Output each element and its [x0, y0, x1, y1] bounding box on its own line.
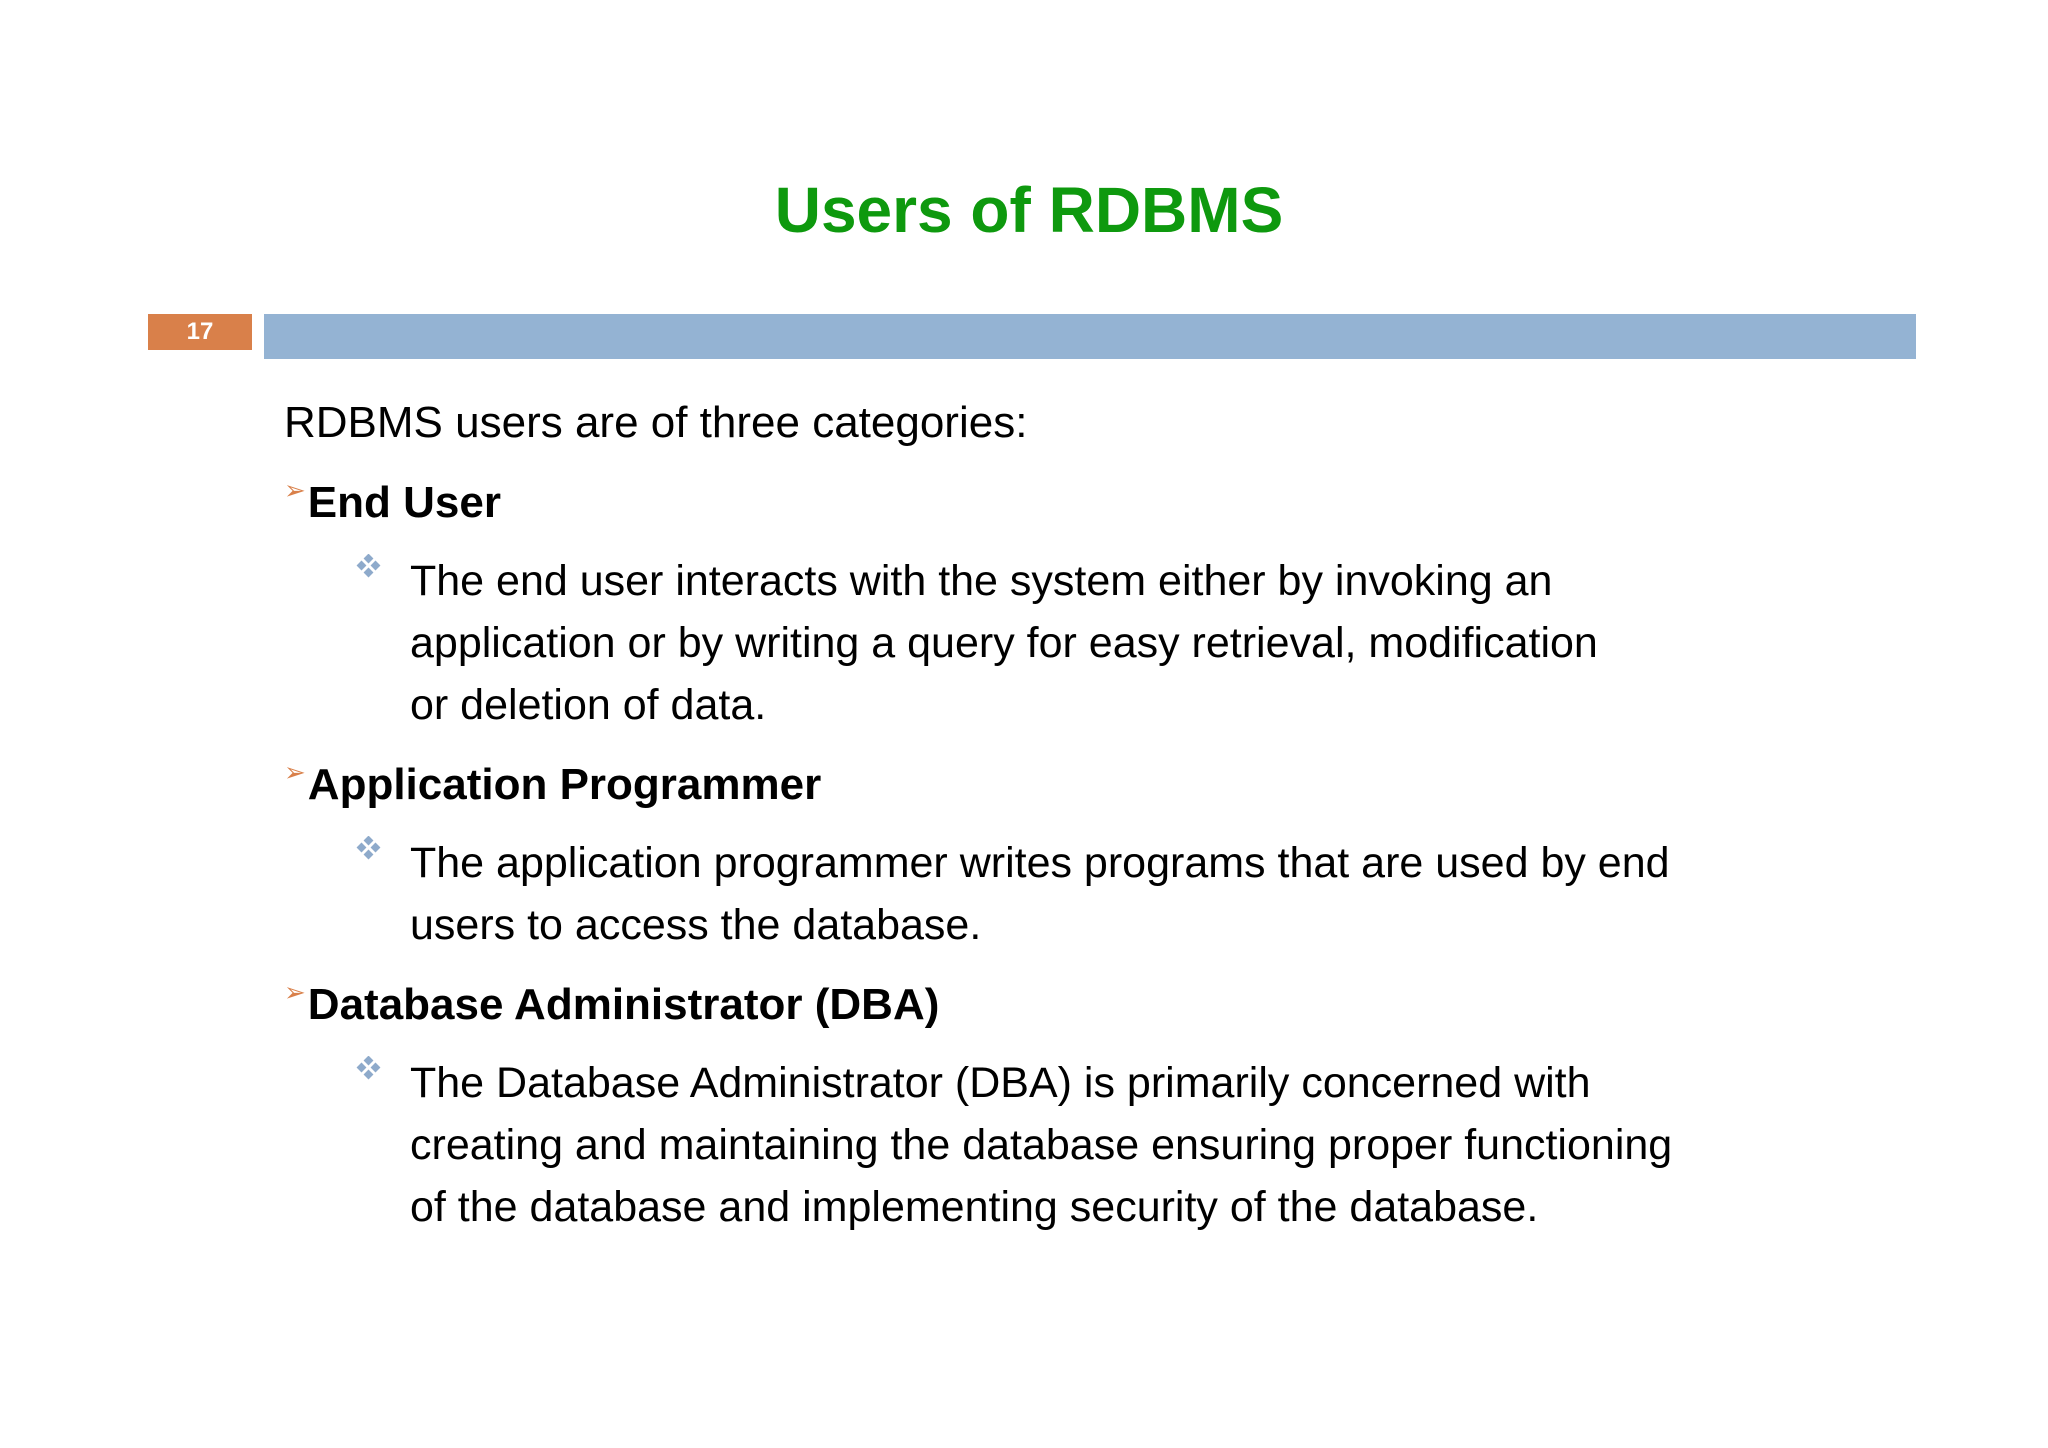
category-label: End User [307, 478, 501, 527]
detail-text: The end user interacts with the system either by invoking an application or by writing a query for easy retrieval, modification or deletion of data. [410, 557, 1598, 729]
detail-text: The Database Administrator (DBA) is primarily concerned with creating and maintaining the database ensuring proper functioning of the database and implementing security of the database. [410, 1059, 1673, 1231]
intro-text: RDBMS users are of three categories: [284, 398, 1028, 447]
category-detail-database-administrator [356, 1052, 1816, 1238]
diamond-bullet-icon [356, 554, 382, 580]
category-item-application-programmer [284, 754, 821, 816]
page-number-badge: 17 [148, 314, 252, 350]
diamond-bullet-icon [356, 1056, 382, 1082]
arrow-bullet-icon: ➢ [284, 757, 306, 787]
diamond-bullet-icon [356, 836, 382, 862]
slide-title: Users of RDBMS [774, 174, 1284, 246]
category-detail-end-user [356, 550, 1816, 736]
header-bar [264, 314, 1916, 359]
arrow-bullet-icon: ➢ [284, 475, 306, 505]
category-item-database-administrator [284, 974, 939, 1036]
category-detail-application-programmer [356, 832, 1816, 956]
category-label: Database Administrator (DBA) [307, 980, 940, 1029]
category-item-end-user [284, 472, 501, 534]
category-label: Application Programmer [307, 760, 822, 809]
detail-text: The application programmer writes programs that are used by end users to access the database. [410, 839, 1670, 949]
arrow-bullet-icon: ➢ [284, 977, 306, 1007]
